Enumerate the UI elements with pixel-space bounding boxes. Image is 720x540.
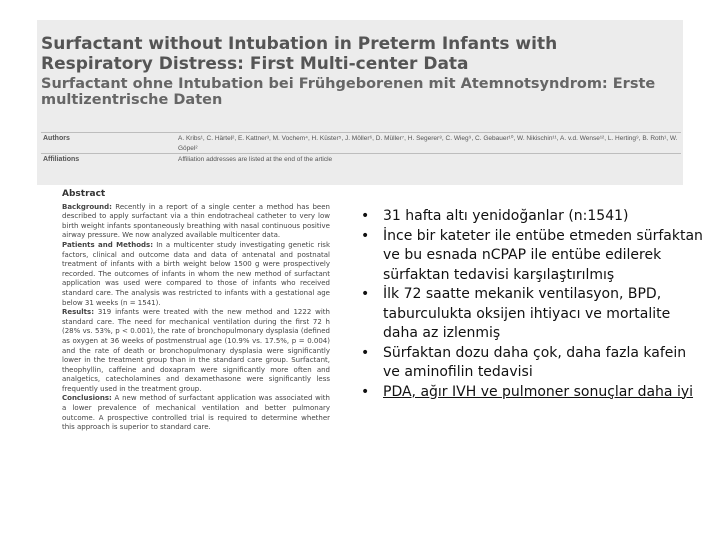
- bullet-item: [358, 227, 703, 286]
- bullet-text: İnce bir kateter ile entübe etmeden sürfaktan ve bu esnada nCPAP ile entübe edilerek sürfaktan tedavisi karşılaştırılmış: [383, 227, 703, 283]
- abstract-block: [62, 190, 330, 433]
- authors-list: A. Kribs¹, C. Härtel², E. Kattner³, M. Vochem⁴, H. Küster⁵, J. Möller⁶, D. Müller⁷, H. Segerer⁸, C. Wieg⁹, C. Gebauer¹⁰, W. Nikischin¹¹, A. v.d. Wense¹², L. Herting⁹, B. Roth¹, W. Göpel²: [178, 135, 678, 152]
- bullet-text: Sürfaktan dozu daha çok, daha fazla kafein ve aminofilin tedavisi: [383, 344, 687, 380]
- section-label: Results:: [62, 308, 94, 317]
- article-title-german: Surfactant ohne Intubation bei Frühgeborenen mit Atemnotsyndrom: Erste multizentrische Daten: [41, 76, 656, 108]
- section-label: Background:: [62, 202, 112, 211]
- divider: [41, 153, 681, 154]
- bullet-item: [358, 344, 703, 383]
- bullet-item: [358, 285, 703, 344]
- bullet-icon: •: [361, 208, 370, 224]
- bullet-icon: •: [361, 383, 370, 400]
- section-text: In a multicenter study investigating genetic risk factors, clinical and outcome data and data of antenatal and postnatal treatment of infants with a birth weight below 1500 g were prospectively recorded. The outcomes of infants in whom the new method of surfactant application was used were compared to those of infants who received standard care. The analysis was restricted to infants with a gestational age below 31 weeks (n = 1541).: [62, 240, 330, 307]
- affiliations-label: Affiliations: [43, 156, 80, 163]
- article-title-english: Surfactant without Intubation in Preterm Infants with Respiratory Distress: First Multi-center Data: [41, 34, 558, 74]
- bullet-text: PDA, ağır IVH ve pulmoner sonuçlar daha iyi: [383, 383, 694, 400]
- bullet-item: [358, 207, 703, 227]
- bullet-item: [358, 383, 703, 403]
- summary-bullet-list: [358, 207, 703, 402]
- abstract-heading: Abstract: [62, 189, 106, 199]
- section-label: Patients and Methods:: [62, 240, 154, 249]
- abstract-conclusions: [62, 394, 330, 432]
- bullet-icon: •: [361, 344, 370, 361]
- article-header: [37, 20, 683, 185]
- abstract-results: [62, 308, 330, 394]
- bullet-icon: •: [361, 286, 370, 302]
- divider: [41, 132, 681, 133]
- bullet-text: 31 hafta altı yenidoğanlar (n:1541): [383, 208, 629, 224]
- abstract-methods: [62, 241, 330, 308]
- section-text: 319 infants were treated with the new method and 1222 with standard care. The need for mechanical ventilation during the first 72 h (28% vs. 53%, p < 0.001), the rate of bronchopulmonary dysplasia (defined as oxygen at 36 weeks of postmenstrual age (10.9% vs. 17.5%, p = 0.004) and the rate of death or bronchopulmonary dysplasia were significantly lower in the treatment group than in the standard care group. Surfactant, theophyllin, caffeine and doxapram were significantly more often and analgetics, catecholamines and dexamethasone were significantly less frequently used in the treatment group.: [62, 308, 330, 393]
- section-text: A new method of surfactant application was associated with a lower prevalence of mechanical ventilation and better pulmonary outcome. A prospective controlled trial is required to determine whether this approach is superior to standard care.: [62, 394, 330, 432]
- bullet-text: İlk 72 saatte mekanik ventilasyon, BPD, taburculukta oksijen ihtiyacı ve mortalite daha az izlenmiş: [383, 286, 671, 341]
- authors-label: Authors: [43, 135, 70, 142]
- section-text: Recently in a report of a single center a method has been described to apply surfactant via a thin endotracheal catheter to very low birth weight infants spontaneously breathing with nasal continuous positive airway pressure. We now analyzed available multicenter data.: [62, 202, 330, 240]
- section-label: Conclusions:: [62, 394, 112, 403]
- bullet-icon: •: [361, 227, 370, 244]
- abstract-background: [62, 203, 330, 241]
- affiliations-text: Affiliation addresses are listed at the end of the article: [178, 156, 333, 163]
